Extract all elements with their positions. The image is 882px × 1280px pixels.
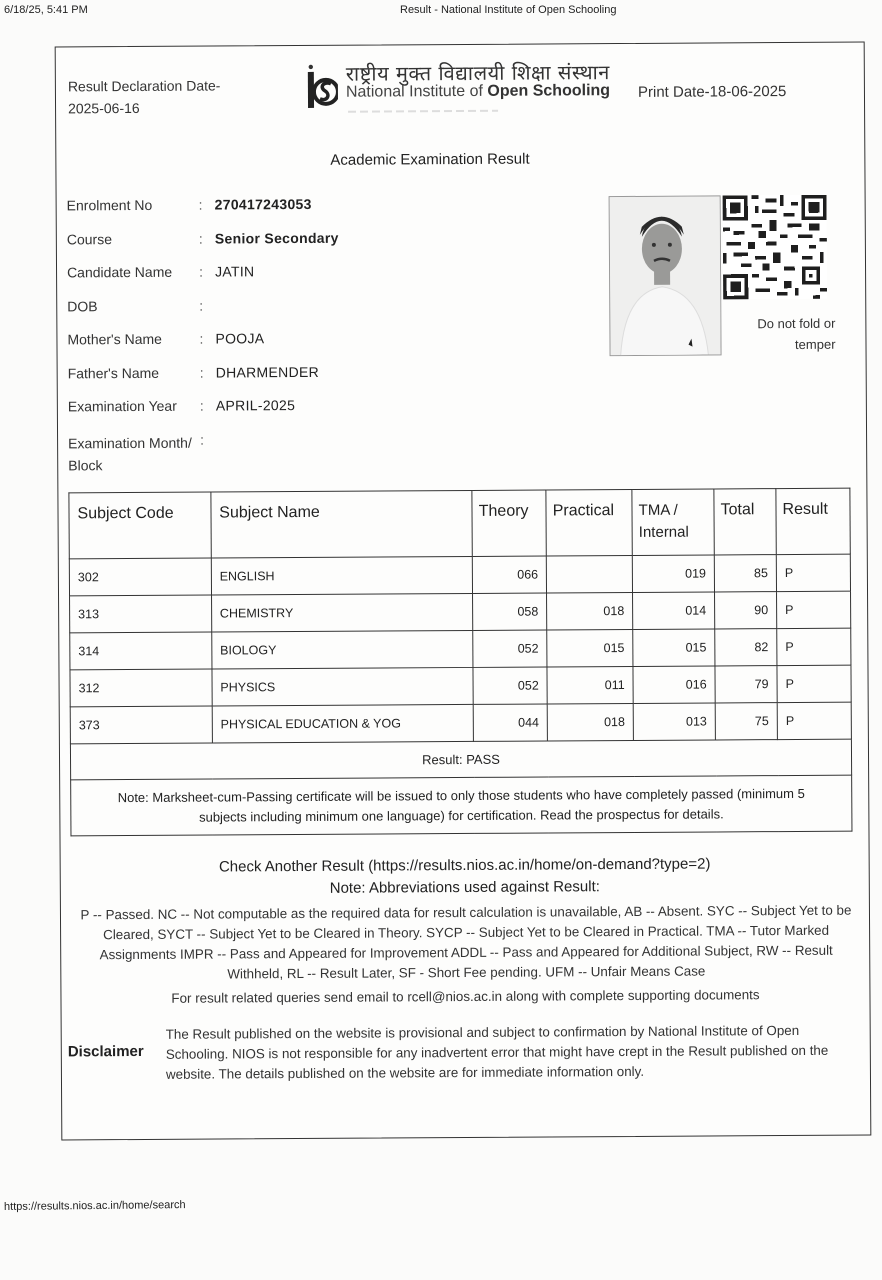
check-another-link[interactable]: (https://results.nios.ac.in/home/on-demand?type=2) bbox=[368, 855, 711, 875]
print-footer-url: https://results.nios.ac.in/home/search bbox=[3, 1199, 186, 1213]
query-contact: For result related queries send email to rcell@nios.ac.in along with complete supporting documents bbox=[171, 987, 760, 1006]
header-total: Total bbox=[714, 489, 776, 555]
qr-code-icon bbox=[723, 195, 828, 300]
subject-result: P bbox=[777, 665, 851, 702]
print-datetime: 6/18/25, 5:41 PM bbox=[4, 4, 88, 16]
theory-marks: 052 bbox=[473, 630, 547, 667]
overall-result: Result: PASS bbox=[70, 739, 851, 780]
header-practical: Practical bbox=[546, 489, 632, 556]
detail-label: DOB bbox=[67, 297, 98, 314]
table-row bbox=[69, 554, 850, 596]
detail-label: Examination Month/ Block bbox=[68, 434, 192, 473]
subject-result: P bbox=[777, 628, 851, 665]
abbreviations-title: Note: Abbreviations used against Result: bbox=[329, 878, 600, 897]
subject-name: ENGLISH bbox=[211, 556, 473, 595]
detail-row-exam-year: Examination Year : APRIL-2025 bbox=[67, 397, 296, 415]
subject-name: PHYSICAL EDUCATION & YOG bbox=[212, 704, 474, 743]
header-subject-code: Subject Code bbox=[69, 492, 211, 559]
exam-year: APRIL-2025 bbox=[215, 397, 296, 414]
detail-row-candidate-name: Candidate Name : JATIN bbox=[66, 263, 255, 281]
declaration-label: Result Declaration Date- bbox=[67, 77, 221, 95]
subject-code: 313 bbox=[70, 595, 212, 633]
total-marks: 85 bbox=[714, 555, 776, 592]
header-subject-name: Subject Name bbox=[211, 490, 473, 558]
check-another-result bbox=[61, 855, 869, 877]
subject-result: P bbox=[777, 702, 851, 739]
subject-result: P bbox=[777, 591, 851, 628]
disclaimer-label: Disclaimer bbox=[67, 1042, 144, 1061]
subject-code: 312 bbox=[70, 669, 212, 707]
practical-marks: 011 bbox=[547, 666, 633, 704]
result-sheet bbox=[55, 42, 872, 1141]
header-theory: Theory bbox=[472, 490, 546, 556]
institute-name-part1: National Institute of bbox=[345, 82, 488, 101]
detail-row-course: Course : Senior Secondary bbox=[66, 229, 339, 247]
subject-code: 314 bbox=[70, 632, 212, 670]
table-row bbox=[70, 702, 851, 744]
faint-subtitle bbox=[348, 110, 498, 113]
print-date: Print Date-18-06-2025 bbox=[637, 83, 787, 101]
detail-label: Course bbox=[66, 230, 113, 247]
result-declaration bbox=[68, 74, 221, 119]
check-another-label: Check Another Result bbox=[218, 857, 365, 876]
nios-logo-icon bbox=[306, 62, 338, 110]
disclaimer-body: The Result published on the website is provisional and subject to confirmation by National Institute of Open Schooling. NIOS is not responsible for any inadvertent error that might have crept in the Result published on the website. The details published on the website are for immediate information only. bbox=[165, 1022, 829, 1082]
tma-marks: 014 bbox=[633, 592, 715, 629]
institute-name-hindi: राष्ट्रीय मुक्त विद्यालयी शिक्षा संस्थान bbox=[345, 60, 610, 86]
declaration-date: 2025-06-16 bbox=[67, 99, 140, 117]
detail-label: Candidate Name bbox=[66, 263, 173, 281]
practical-marks: 018 bbox=[547, 592, 633, 630]
total-marks: 75 bbox=[715, 703, 777, 740]
header-tma-internal: TMA / Internal bbox=[632, 489, 714, 555]
detail-label: Father's Name bbox=[67, 364, 160, 381]
detail-label: Mother's Name bbox=[67, 330, 162, 348]
course-value: Senior Secondary bbox=[214, 229, 339, 247]
certificate-note-row bbox=[71, 775, 852, 836]
detail-row-enrolment: Enrolment No : 270417243053 bbox=[66, 195, 312, 214]
tma-marks: 019 bbox=[632, 555, 714, 592]
detail-row-exam-month-block: Examination Month/ Block : bbox=[68, 430, 340, 480]
practical-marks bbox=[546, 555, 632, 593]
detail-label: Enrolment No bbox=[66, 196, 153, 214]
marks-table bbox=[68, 488, 852, 837]
detail-row-mother-name: Mother's Name : POOJA bbox=[67, 330, 265, 348]
fold-notice: Do not fold or temper bbox=[757, 315, 836, 352]
subject-name: PHYSICS bbox=[212, 667, 474, 706]
subject-code: 302 bbox=[69, 558, 211, 596]
marks-header-row bbox=[69, 488, 850, 559]
certificate-note: Note: Marksheet-cum-Passing certificate will be issued to only those students who have completely passed (minimum 5 subjects including minimum one language) for certification. Read the prospectus for details. bbox=[71, 775, 852, 836]
tma-marks: 013 bbox=[633, 703, 715, 740]
total-marks: 90 bbox=[715, 592, 777, 629]
total-marks: 79 bbox=[715, 666, 777, 703]
tma-marks: 015 bbox=[633, 629, 715, 666]
theory-marks: 058 bbox=[473, 593, 547, 630]
theory-marks: 044 bbox=[473, 704, 547, 741]
practical-marks: 015 bbox=[547, 629, 633, 667]
enrolment-number: 270417243053 bbox=[214, 195, 312, 213]
table-row bbox=[70, 665, 851, 707]
tma-marks: 016 bbox=[633, 666, 715, 703]
print-page-title: Result - National Institute of Open Schooling bbox=[400, 4, 617, 16]
subject-name: CHEMISTRY bbox=[211, 593, 473, 632]
detail-row-father-name: Father's Name : DHARMENDER bbox=[67, 363, 320, 381]
mother-name: POOJA bbox=[215, 330, 265, 347]
practical-marks: 018 bbox=[547, 703, 633, 741]
table-row bbox=[70, 628, 851, 670]
header-result: Result bbox=[776, 488, 850, 554]
person-photo-icon bbox=[610, 196, 722, 356]
theory-marks: 052 bbox=[473, 667, 547, 704]
institute-name-english bbox=[346, 82, 610, 102]
abbreviations-body: P -- Passed. NC -- Not computable as the required data for result calculation is unavailable, AB -- Absent. SYC -- Subject Yet to be Cleared, SYCT -- Subject Yet to be Cleared in Theory. SYCP -- Subject Yet to be Cleared in Practical. TMA -- Tutor Marked Assignments IMPR -- Pass and Appeared for Improvement ADDL -- Pass and Appeared for Additional Subject, RW -- Result Withheld, RL -- Result Later, SF - Short Fee pending. UFM -- Unfair Means Case bbox=[80, 902, 852, 982]
institute-name-part2: Open Schooling bbox=[487, 82, 611, 100]
table-row bbox=[70, 591, 851, 633]
subject-result: P bbox=[776, 554, 850, 591]
subject-code: 373 bbox=[70, 706, 212, 744]
theory-marks: 066 bbox=[472, 556, 546, 593]
candidate-name: JATIN bbox=[214, 263, 255, 280]
father-name: DHARMENDER bbox=[215, 363, 320, 381]
detail-row-dob: DOB : bbox=[67, 297, 204, 314]
subject-name: BIOLOGY bbox=[212, 630, 474, 669]
total-marks: 82 bbox=[715, 629, 777, 666]
candidate-photo bbox=[609, 195, 722, 356]
detail-label: Examination Year bbox=[67, 397, 177, 415]
candidate-details bbox=[67, 196, 341, 480]
overall-result-row bbox=[70, 739, 851, 780]
document-title: Academic Examination Result bbox=[330, 150, 530, 169]
